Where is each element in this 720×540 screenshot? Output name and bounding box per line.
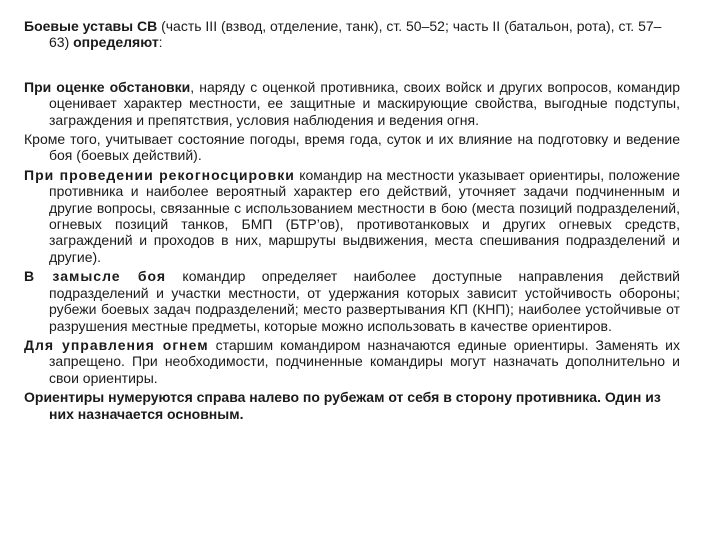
heading-bold-title: Боевые уставы СВ: [24, 18, 158, 34]
document-heading: [24, 18, 680, 51]
paragraph-text: Ориентиры нумеруются справа налево по рубежам от себя в сторону противника. Один из них назначается основным.: [24, 389, 661, 422]
paragraph-lead-bold: При проведении рекогносцировки: [24, 166, 295, 183]
heading-bold-end: определяют: [73, 34, 159, 51]
paragraph-text: командир на местности указывает ориентиры, положение противника и наиболее вероятный характер его действий, уточняет задачи подчиненным и другие вопросы, связанные с использованием местности в бою (места позиций подразделений, огневых позиций танков, БМП (БТР’ов), противотанковых и других огневых средств, заграждений и проходов в них, маршруты выдвижения, места спешивания подразделений и другие).: [49, 166, 680, 265]
paragraph-landmarks-numbering: [24, 389, 680, 422]
paragraph-lead-bold: При оценке обстановки: [24, 78, 191, 95]
paragraph-text: , наряду с оценкой противника, своих войск и других вопросов, командир оценивает характер местности, ее защитные и маскирующие свойства, выгодные подступы, заграждения и препятствия, условия наблюдения и ведения огня.: [49, 78, 680, 128]
paragraph-lead-bold: В замысле боя: [24, 268, 167, 285]
paragraph-reconnaissance: [24, 167, 680, 265]
paragraph-weather: [24, 131, 680, 164]
paragraph-lead-bold: Для управления огнем: [24, 336, 209, 353]
heading-colon: :: [158, 34, 163, 51]
paragraph-text: Кроме того, учитывает состояние погоды, время года, суток и их влияние на подготовку и ведение боя (боевых действий).: [24, 131, 680, 164]
paragraph-text: командир определяет наиболее доступные направления действий подразделений и участки местности, от удержания которых зависит устойчивость обороны; рубежи боевых задач подразделений; место развертывания КП (КНП); наиболее устойчивые от разрушения местные предметы, которые можно использовать в качестве ориентиров.: [49, 268, 680, 334]
paragraph-battle-plan: [24, 268, 680, 334]
paragraph-text: старшим командиром назначаются единые ориентиры. Заменять их запрещено. При необходимости, подчиненные командиры могут назначать дополнительно и свои ориентиры.: [49, 336, 681, 386]
paragraph-situation-assessment: [24, 79, 680, 128]
document-page: [24, 18, 680, 422]
paragraph-fire-control: [24, 337, 680, 386]
heading-text: (часть III (взвод, отделение, танк), ст. 50–52; часть II (батальон, рота), ст. 57–63): [49, 18, 662, 51]
